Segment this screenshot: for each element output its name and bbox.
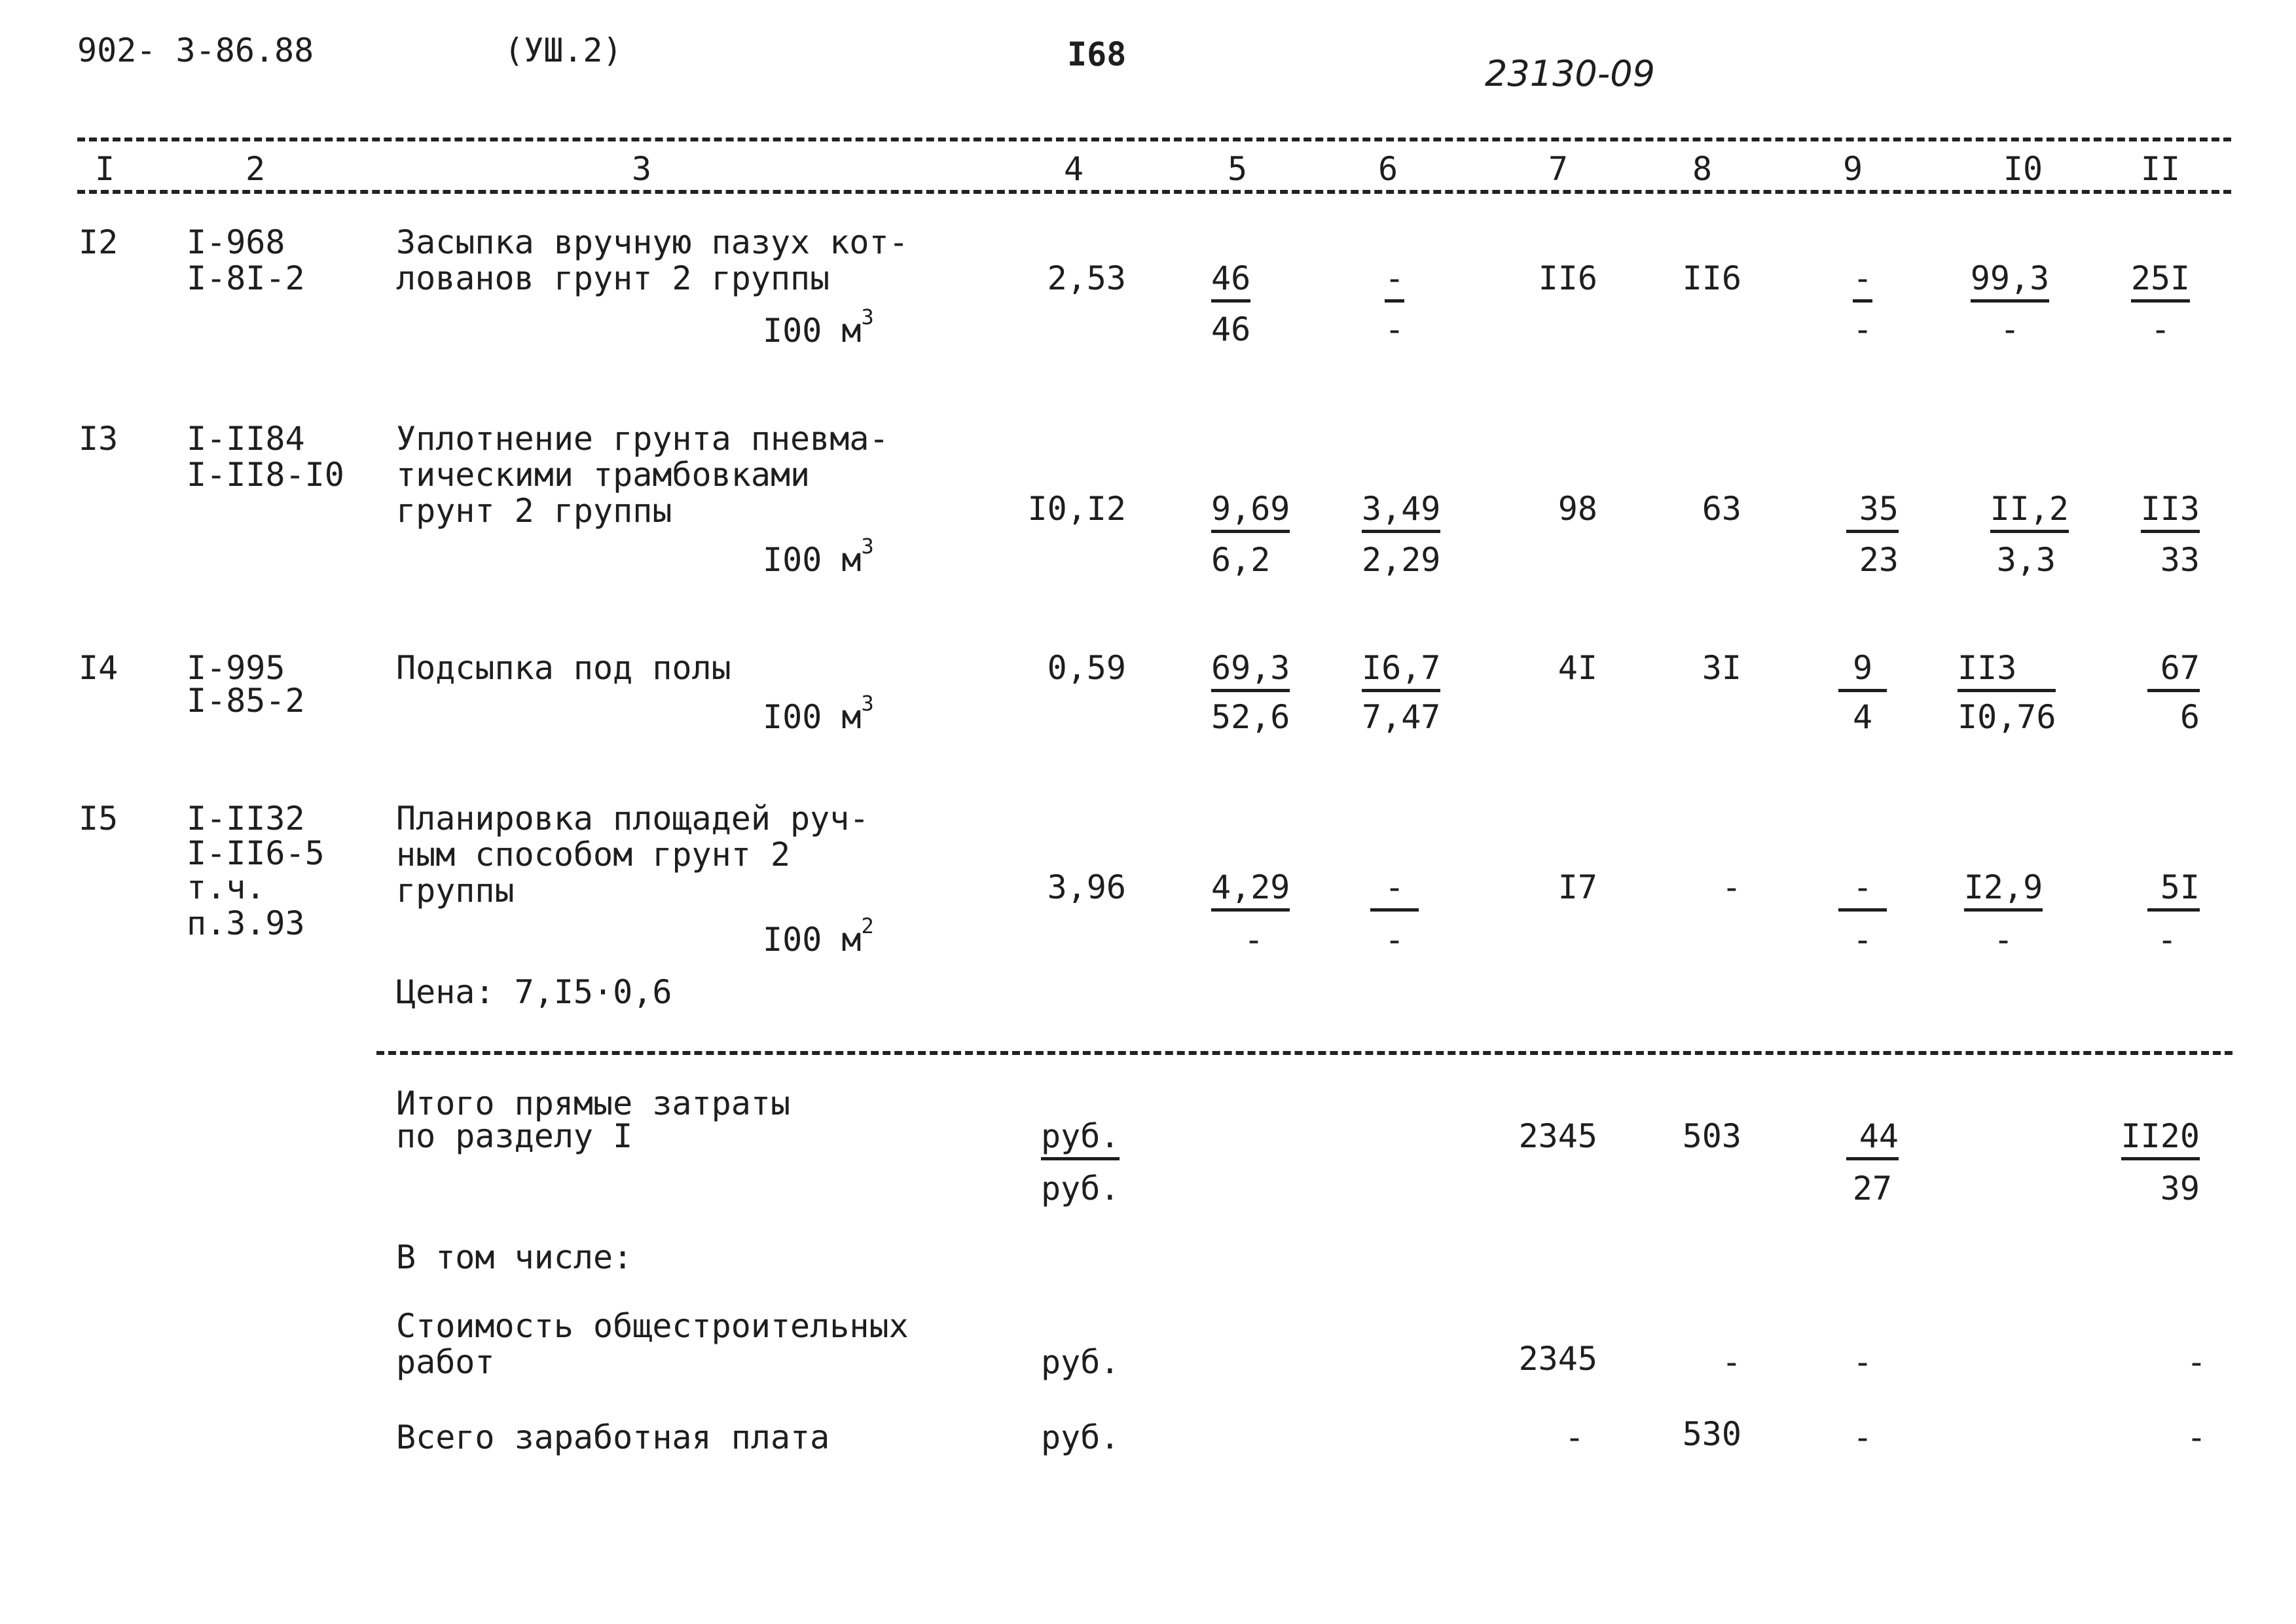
totals-value-secondary: 27 xyxy=(1852,1170,1892,1208)
column-number: 6 xyxy=(1377,150,1398,188)
wages-value: - xyxy=(1564,1418,1584,1456)
cost-value-secondary: 4 xyxy=(1852,698,1873,736)
general-works-label: Стоимость общестроительных xyxy=(396,1307,909,1345)
totals-value: 2345 xyxy=(1518,1117,1597,1155)
cost-value-secondary: 6,2 xyxy=(1211,541,1271,579)
cost-value: 5I xyxy=(2147,868,2200,912)
general-works-value: 2345 xyxy=(1518,1340,1597,1378)
totals-unit: руб. xyxy=(1041,1170,1120,1208)
page-number: I68 xyxy=(1067,35,1127,73)
norm-code: I-II6-5 xyxy=(187,834,325,872)
cost-total: I7 xyxy=(1558,868,1597,906)
column-number: 3 xyxy=(631,150,652,188)
quantity: I0,I2 xyxy=(1027,490,1126,528)
column-number: 4 xyxy=(1063,150,1084,188)
cost-value-secondary: - xyxy=(1384,921,1405,959)
wages-unit: руб. xyxy=(1041,1418,1120,1456)
norm-code: п.3.93 xyxy=(187,904,305,942)
work-description: грунт 2 группы xyxy=(396,492,672,530)
cost-value: 9 xyxy=(1838,649,1887,692)
document-code: 902- 3-86.88 xyxy=(77,31,314,69)
column-number: 7 xyxy=(1548,150,1569,188)
header-bottom-rule xyxy=(77,190,2231,194)
column-number: 5 xyxy=(1227,150,1248,188)
cost-value: I6,7 xyxy=(1362,649,1440,692)
column-number: 8 xyxy=(1692,150,1713,188)
quantity: 2,53 xyxy=(1047,259,1126,297)
row-number: I5 xyxy=(79,800,118,838)
archive-number: 23130-09 xyxy=(1485,53,1655,94)
wages-label: Всего заработная плата xyxy=(396,1418,830,1456)
column-number: II xyxy=(2140,150,2181,188)
cost-value-secondary: 23 xyxy=(1859,541,1899,579)
work-description: лованов грунт 2 группы xyxy=(396,259,830,297)
cost-value-secondary: - xyxy=(1999,310,2020,348)
work-description: Засыпка вручную пазух кот- xyxy=(396,223,909,261)
norm-code: I-II32 xyxy=(187,800,305,838)
totals-value: II20 xyxy=(2121,1117,2200,1160)
wages-value: 530 xyxy=(1682,1415,1741,1453)
cost-value-secondary: 33 xyxy=(2160,541,2200,579)
cost-value-secondary: - xyxy=(2150,310,2171,348)
cost-value: - xyxy=(1853,259,1872,303)
cost-value-secondary: 3,3 xyxy=(1996,541,2056,579)
cost-value: - xyxy=(1385,259,1404,303)
totals-value: 44 xyxy=(1846,1117,1899,1160)
price-note: Цена: 7,I5·0,6 xyxy=(396,973,672,1011)
norm-code: I-85-2 xyxy=(187,682,305,720)
row-number: I2 xyxy=(79,223,118,261)
norm-code: I-8I-2 xyxy=(187,259,305,297)
totals-value: 503 xyxy=(1682,1117,1741,1155)
cost-total: 4I xyxy=(1558,649,1597,687)
norm-code: I-II8-I0 xyxy=(187,456,344,494)
general-works-value: - xyxy=(1852,1343,1873,1381)
cost-value-secondary: - xyxy=(1993,921,2014,959)
totals-label: по разделу I xyxy=(396,1117,633,1155)
cost-value: 9,69 xyxy=(1211,490,1290,533)
cost-value: 69,3 xyxy=(1211,649,1290,692)
cost-value: 3,49 xyxy=(1362,490,1440,533)
row-number: I3 xyxy=(79,420,118,458)
cost-value: I2,9 xyxy=(1964,868,2043,912)
norm-code: I-968 xyxy=(187,223,285,261)
cost-value: II3 xyxy=(1958,649,2056,692)
cost-value-secondary: - xyxy=(1852,921,1873,959)
work-description: Планировка площадей руч- xyxy=(396,800,869,838)
unit-of-measure: I00 $м^2$ xyxy=(763,913,874,959)
cost-value: 46 xyxy=(1211,259,1250,303)
column-number: I0 xyxy=(2003,150,2043,188)
row-number: I4 xyxy=(79,649,118,687)
general-works-label: работ xyxy=(396,1343,495,1381)
cost-value: II3 xyxy=(2141,490,2200,533)
cost-value: II,2 xyxy=(1990,490,2069,533)
norm-code: т.ч. xyxy=(187,868,266,906)
cost-value-secondary: 7,47 xyxy=(1362,698,1441,736)
quantity: 0,59 xyxy=(1047,649,1126,687)
unit-of-measure: I00 $м^3$ xyxy=(763,304,874,350)
unit-of-measure: I00 $м^3$ xyxy=(763,691,874,736)
wages-value: - xyxy=(1852,1418,1873,1456)
wages-value: - xyxy=(2186,1418,2206,1456)
cost-value: - xyxy=(1370,868,1419,912)
cost-value-secondary: - xyxy=(1852,310,1873,348)
cost-value: 25I xyxy=(2131,259,2190,303)
cost-total: II6 xyxy=(1538,259,1597,297)
cost-total: II6 xyxy=(1682,259,1741,297)
cost-value-secondary: 52,6 xyxy=(1211,698,1290,736)
norm-code: I-995 xyxy=(187,649,285,687)
work-description: Уплотнение грунта пневма- xyxy=(396,420,889,458)
cost-total: 98 xyxy=(1558,490,1597,528)
totals-rule xyxy=(376,1051,2232,1055)
quantity: 3,96 xyxy=(1047,868,1126,906)
cost-total: 63 xyxy=(1702,490,1741,528)
cost-value-secondary: I0,76 xyxy=(1958,698,2056,736)
including-label: В том числе: xyxy=(396,1238,633,1276)
column-number: 9 xyxy=(1842,150,1863,188)
work-description: тическими трамбовками xyxy=(396,456,811,494)
cost-value: 4,29 xyxy=(1211,868,1290,912)
album-number: (УШ.2) xyxy=(504,31,623,69)
cost-value-secondary: - xyxy=(1243,921,1264,959)
cost-value: - xyxy=(1838,868,1887,912)
general-works-value: - xyxy=(2186,1343,2206,1381)
column-number: 2 xyxy=(245,150,266,188)
general-works-unit: руб. xyxy=(1041,1343,1120,1381)
work-description: группы xyxy=(396,872,515,910)
cost-total: 3I xyxy=(1702,649,1741,687)
column-number: I xyxy=(94,150,115,188)
cost-value-secondary: 46 xyxy=(1211,310,1251,348)
work-description: Подсыпка под полы xyxy=(396,649,731,687)
totals-unit: руб. xyxy=(1041,1117,1120,1160)
cost-total: - xyxy=(1721,868,1741,906)
cost-value-secondary: - xyxy=(2157,921,2178,959)
cost-value: 35 xyxy=(1846,490,1899,533)
header-top-rule xyxy=(77,138,2231,141)
totals-label: Итого прямые затраты xyxy=(396,1084,791,1122)
unit-of-measure: I00 $м^3$ xyxy=(763,534,874,579)
general-works-value: - xyxy=(1721,1343,1741,1381)
cost-value-secondary: - xyxy=(1384,310,1405,348)
cost-value: 67 xyxy=(2147,649,2200,692)
totals-value-secondary: 39 xyxy=(2160,1170,2200,1208)
cost-value: 99,3 xyxy=(1971,259,2049,303)
work-description: ным способом грунт 2 xyxy=(396,836,791,874)
cost-value-secondary: 6 xyxy=(2179,698,2200,736)
norm-code: I-II84 xyxy=(187,420,305,458)
cost-value-secondary: 2,29 xyxy=(1362,541,1441,579)
